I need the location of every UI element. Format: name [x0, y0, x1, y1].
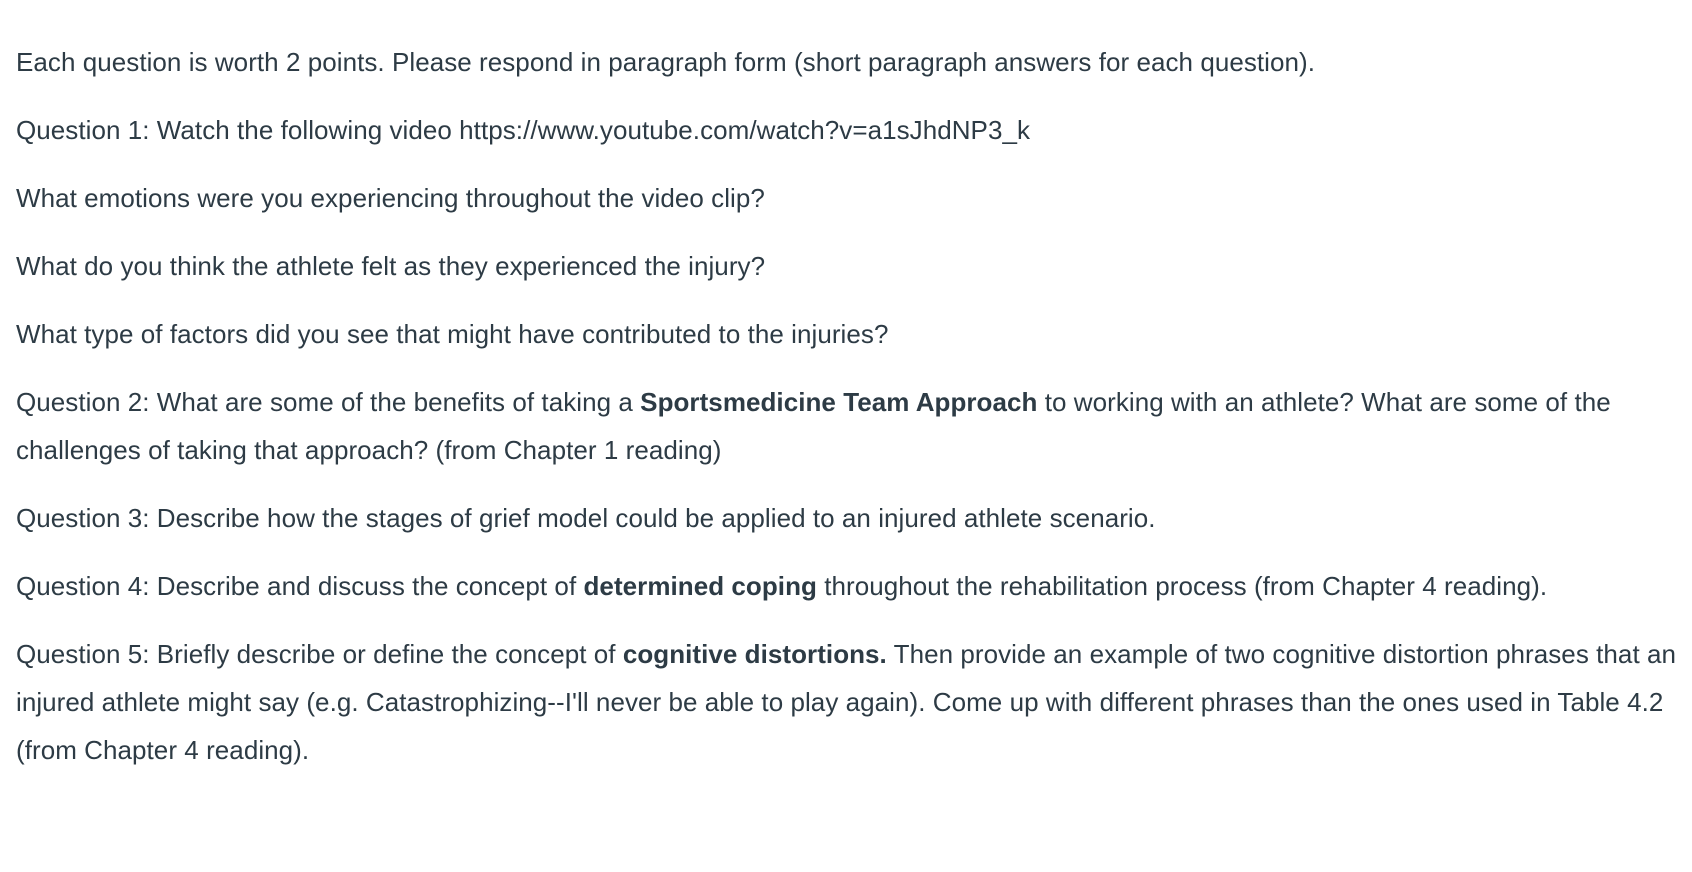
question-1-text: Question 1: Watch the following video https://www.youtube.com/watch?v=a1sJhdNP3_k — [16, 115, 1031, 145]
question-1-sub-2: What do you think the athlete felt as they experienced the injury? — [16, 251, 766, 281]
question-5-before: Question 5: Briefly describe or define the concept of — [16, 639, 623, 669]
question-5-text — [16, 630, 1676, 774]
question-2-bold-term: Sportsmedicine Team Approach — [640, 387, 1038, 417]
question-1-sub-3: What type of factors did you see that might have contributed to the injuries? — [16, 319, 889, 349]
instructions-text: Each question is worth 2 points. Please respond in paragraph form (short paragraph answers for each question). — [16, 47, 1315, 77]
question-2-after: to working with an athlete? What are some of the challenges of taking that approach? (from Chapter 1 reading) — [16, 387, 1611, 465]
question-5-after: Then provide an example of two cognitive distortion phrases that an injured athlete might say (e.g. Catastrophizing--I'll never be able to play again). Come up with different phrases than the ones used in Table 4.2 (from Chapter 4 reading). — [16, 639, 1677, 765]
question-3-text: Question 3: Describe how the stages of grief model could be applied to an injured athlete scenario. — [16, 503, 1156, 533]
question-2-text — [16, 378, 1676, 474]
question-4-text — [16, 562, 1676, 610]
question-5-bold-term: cognitive distortions. — [622, 639, 887, 669]
question-4-before: Question 4: Describe and discuss the concept of — [16, 571, 584, 601]
question-1-sub-1: What emotions were you experiencing throughout the video clip? — [16, 183, 765, 213]
question-4-bold-term: determined coping — [583, 571, 817, 601]
question-2-before: Question 2: What are some of the benefits of taking a — [16, 387, 641, 417]
question-4-after: throughout the rehabilitation process (from Chapter 4 reading). — [816, 571, 1548, 601]
